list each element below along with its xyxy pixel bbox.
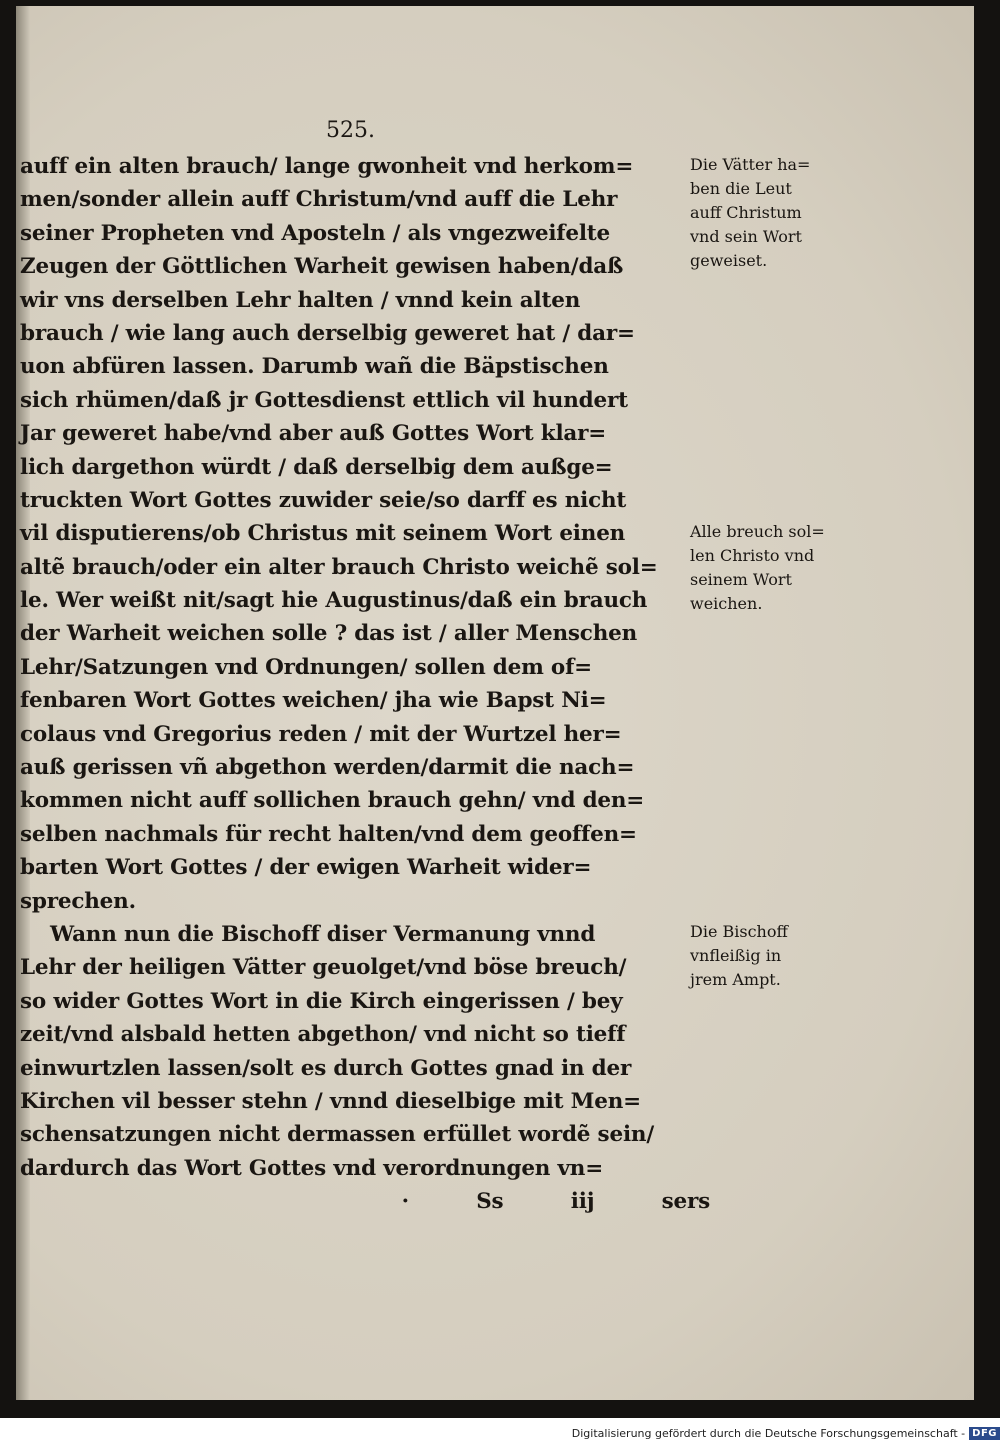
body-text [20,150,710,1219]
margin-note-line: Die Vätter ha= [690,155,811,174]
text-line: uon abfüren lassen. Darumb wañ die Bäpstischen [20,354,609,380]
margin-note-line: seinem Wort [690,570,792,589]
margin-note-line: vnd sein Wort [690,227,802,246]
text-line: le. Wer weißt nit/sagt hie Augustinus/daß ein brauch [20,588,648,614]
text-line: auff ein alten brauch/ lange gwonheit vnd herkom= [20,154,634,179]
text-line: Zeugen der Göttlichen Warheit gewisen haben/daß [20,254,624,280]
text-line: altẽ brauch/oder ein alter brauch Christo weichẽ sol= [20,554,658,580]
margin-note-1 [690,153,840,273]
margin-note-2 [690,520,840,616]
text-line: barten Wort Gottes / der ewigen Warheit wider= [20,855,592,881]
text-line: vil disputierens/ob Christus mit seinem Wort einen [20,521,626,547]
margin-note-3 [690,920,840,992]
text-line: truckten Wort Gottes zuwider seie/so darff es nicht [20,487,627,513]
text-line: Wann nun die Bischoff diser Vermanung vnnd [50,921,596,947]
text-line: zeit/vnd alsbald hetten abgethon/ vnd nicht so tieff [20,1022,626,1048]
signature-line [20,1185,710,1218]
margin-note-line: jrem Ampt. [690,970,781,989]
margin-note-line: Die Bischoff [690,922,788,941]
margin-note-line: len Christo vnd [690,546,815,565]
text-line: kommen nicht auff sollichen brauch gehn/ vnd den= [20,788,645,814]
text-line: wir vns derselben Lehr halten / vnnd kein alten [20,287,581,313]
signature-mark: Ss [476,1189,504,1215]
text-line: sich rhümen/daß jr Gottesdienst ettlich vil hundert [20,387,628,413]
text-line: fenbaren Wort Gottes weichen/ jha wie Bapst Ni= [20,688,607,714]
catchword: sers [661,1189,710,1215]
margin-note-line: auff Christum [690,203,802,222]
text-line: colaus vnd Gregorius reden / mit der Wurtzel her= [20,721,622,747]
text-line: Jar geweret habe/vnd aber auß Gottes Wort klar= [20,421,607,447]
footer-credit-text: Digitalisierung gefördert durch die Deutsche Forschungsgemeinschaft - [571,1427,966,1440]
margin-note-line: vnfleißig in [690,946,782,965]
margin-note-line: weichen. [690,594,763,613]
text-line: so wider Gottes Wort in die Kirch eingerissen / bey [20,988,623,1014]
dfg-logo: DFG [969,1427,1000,1440]
text-line: brauch / wie lang auch derselbig geweret hat / dar= [20,320,635,346]
signature-mark: · [401,1189,409,1215]
text-line: einwurtzlen lassen/solt es durch Gottes gnad in der [20,1055,632,1081]
text-line: men/sonder allein auff Christum/vnd auff die Lehr [20,187,618,213]
text-line: Lehr/Satzungen vnd Ordnungen/ sollen dem of= [20,654,592,680]
text-line: schensatzungen nicht dermassen erfüllet wordẽ sein/ [20,1122,654,1148]
margin-note-line: geweiset. [690,251,768,270]
margin-note-line: ben die Leut [690,179,792,198]
page-number: 525. [326,118,375,143]
text-line: auß gerissen vñ abgethon werden/darmit die nach= [20,755,635,781]
text-line: selben nachmals für recht halten/vnd dem geoffen= [20,821,637,847]
text-line: sprechen. [20,888,136,914]
text-line: seiner Propheten vnd Aposteln / als vngezweifelte [20,220,611,246]
margin-note-line: Alle breuch sol= [690,522,825,541]
text-line: lich dargethon würdt / daß derselbig dem außge= [20,454,613,480]
signature-mark: iij [570,1189,595,1215]
text-line: der Warheit weichen solle ? das ist / aller Menschen [20,621,638,647]
footer-credit [572,1424,1000,1443]
text-line: Kirchen vil besser stehn / vnnd dieselbige mit Men= [20,1088,641,1114]
text-line: dardurch das Wort Gottes vnd verordnungen vn= [20,1155,604,1181]
text-line: Lehr der heiligen Vätter geuolget/vnd böse breuch/ [20,955,627,981]
